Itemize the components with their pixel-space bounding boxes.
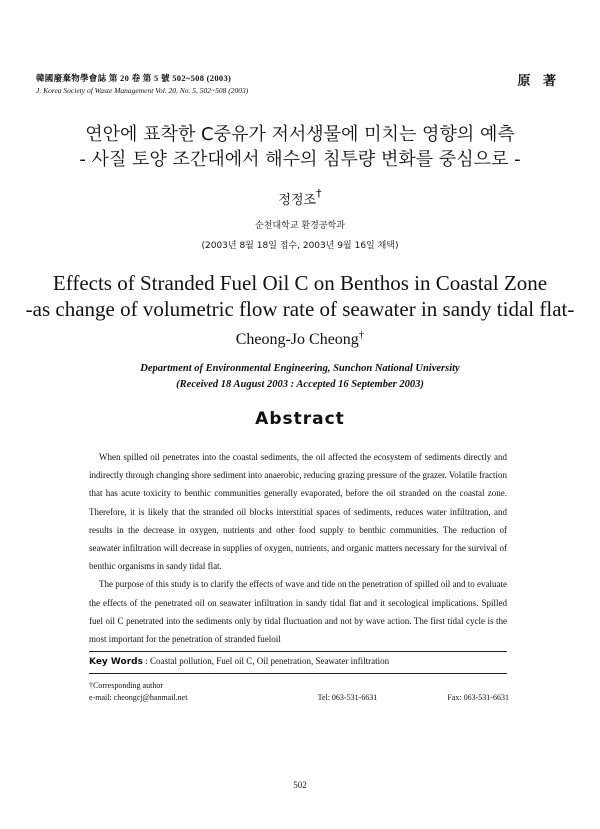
english-author-name: Cheong-Jo Cheong (235, 331, 359, 348)
abstract-paragraph: When spilled oil penetrates into the coastal sediments, the oil affected the ecosystem of sediments directly and indirectly through changing shore sediment into anaerobic, reducing grazing pressure of the grazer. Volatile fraction that has acute toxicity to benthic communities generally evaporated, before the oil stranded on the coastal zone. Therefore, it is likely that the stranded oil blocks interstitial spaces of sediments, reduces water infiltration, and results in the decrease in oxygen, nutrients and other food supply to benthic communities. The reduction of seawater infiltration will decrease in supplies of oxygen, nutrients, and organic matters necessary for the survival of benthic organisms in sandy tidal flat. (89, 452, 507, 572)
footnote (89, 680, 509, 704)
korean-dates: (2003년 8월 18일 접수, 2003년 9월 16일 채택) (201, 241, 399, 251)
keywords-text: : Coastal pollution, Fuel oil C, Oil penetration, Seawater infiltration (145, 656, 390, 666)
dagger-mark: † (89, 681, 93, 690)
english-title-line2: -as change of volumetric flow rate of seawater in sandy tidal flat- (25, 297, 575, 321)
footnote-tel: Tel: 063-531-6631 (317, 693, 378, 702)
keywords (89, 656, 509, 667)
english-author (0, 331, 600, 349)
keywords-rule-bottom (89, 673, 507, 674)
korean-title-line2: - 사질 토양 조간대에서 해수의 침투량 변화를 중심으로 - (79, 149, 521, 170)
footnote-fax: Fax: 063-531-6631 (447, 693, 509, 702)
korean-affiliation: 순천대학교 환경공학과 (255, 221, 345, 231)
english-title (0, 270, 600, 322)
korean-title (0, 122, 600, 172)
journal-name-english: J. Korea Society of Waste Management Vol. 20, No. 5, 502~508 (2003) (36, 86, 249, 95)
article-type-badge: 原 著 (517, 74, 560, 89)
corresponding-author-label: Corresponding author (93, 681, 163, 690)
journal-header (36, 72, 248, 95)
abstract-body (89, 448, 507, 648)
footnote-contact (89, 692, 509, 704)
english-dates: (Received 18 August 2003 : Accepted 16 September 2003) (176, 379, 424, 390)
journal-name-korean: 韓國廢棄物學會誌 第 20 卷 第 5 號 502~508 (2003) (36, 73, 232, 83)
footnote-email: e-mail: cheongcj@hanmail.net (89, 693, 188, 702)
footnote-title (89, 680, 509, 692)
keywords-label: Key Words (89, 657, 143, 667)
english-affiliation-dept: Department of Environmental Engineering, Sunchon National University (140, 363, 460, 374)
english-title-line1: Effects of Stranded Fuel Oil C on Benthos in Coastal Zone (52, 271, 548, 295)
english-affiliation (0, 361, 600, 393)
korean-title-line1: 연안에 표착한 C중유가 저서생물에 미치는 영향의 예측 (85, 124, 515, 145)
page-number: 502 (293, 780, 307, 790)
dagger-mark: † (358, 329, 365, 341)
dagger-mark: † (316, 187, 322, 200)
korean-author-name: 정정조 (278, 193, 317, 208)
abstract-paragraph: The purpose of this study is to clarify the effects of wave and tide on the penetration of spilled oil and to evaluate the effects of the penetrated oil on seawater infiltration in sandy tidal flat and it secological implications. Spilled fuel oil C penetrated into the sediments only by tidal fluctuation and not by wave action. The first tidal cycle is the most important for the penetration of stranded fueloil (89, 579, 507, 645)
keywords-rule-top (89, 651, 507, 652)
korean-author (0, 189, 600, 208)
abstract-heading: Abstract (255, 409, 345, 429)
